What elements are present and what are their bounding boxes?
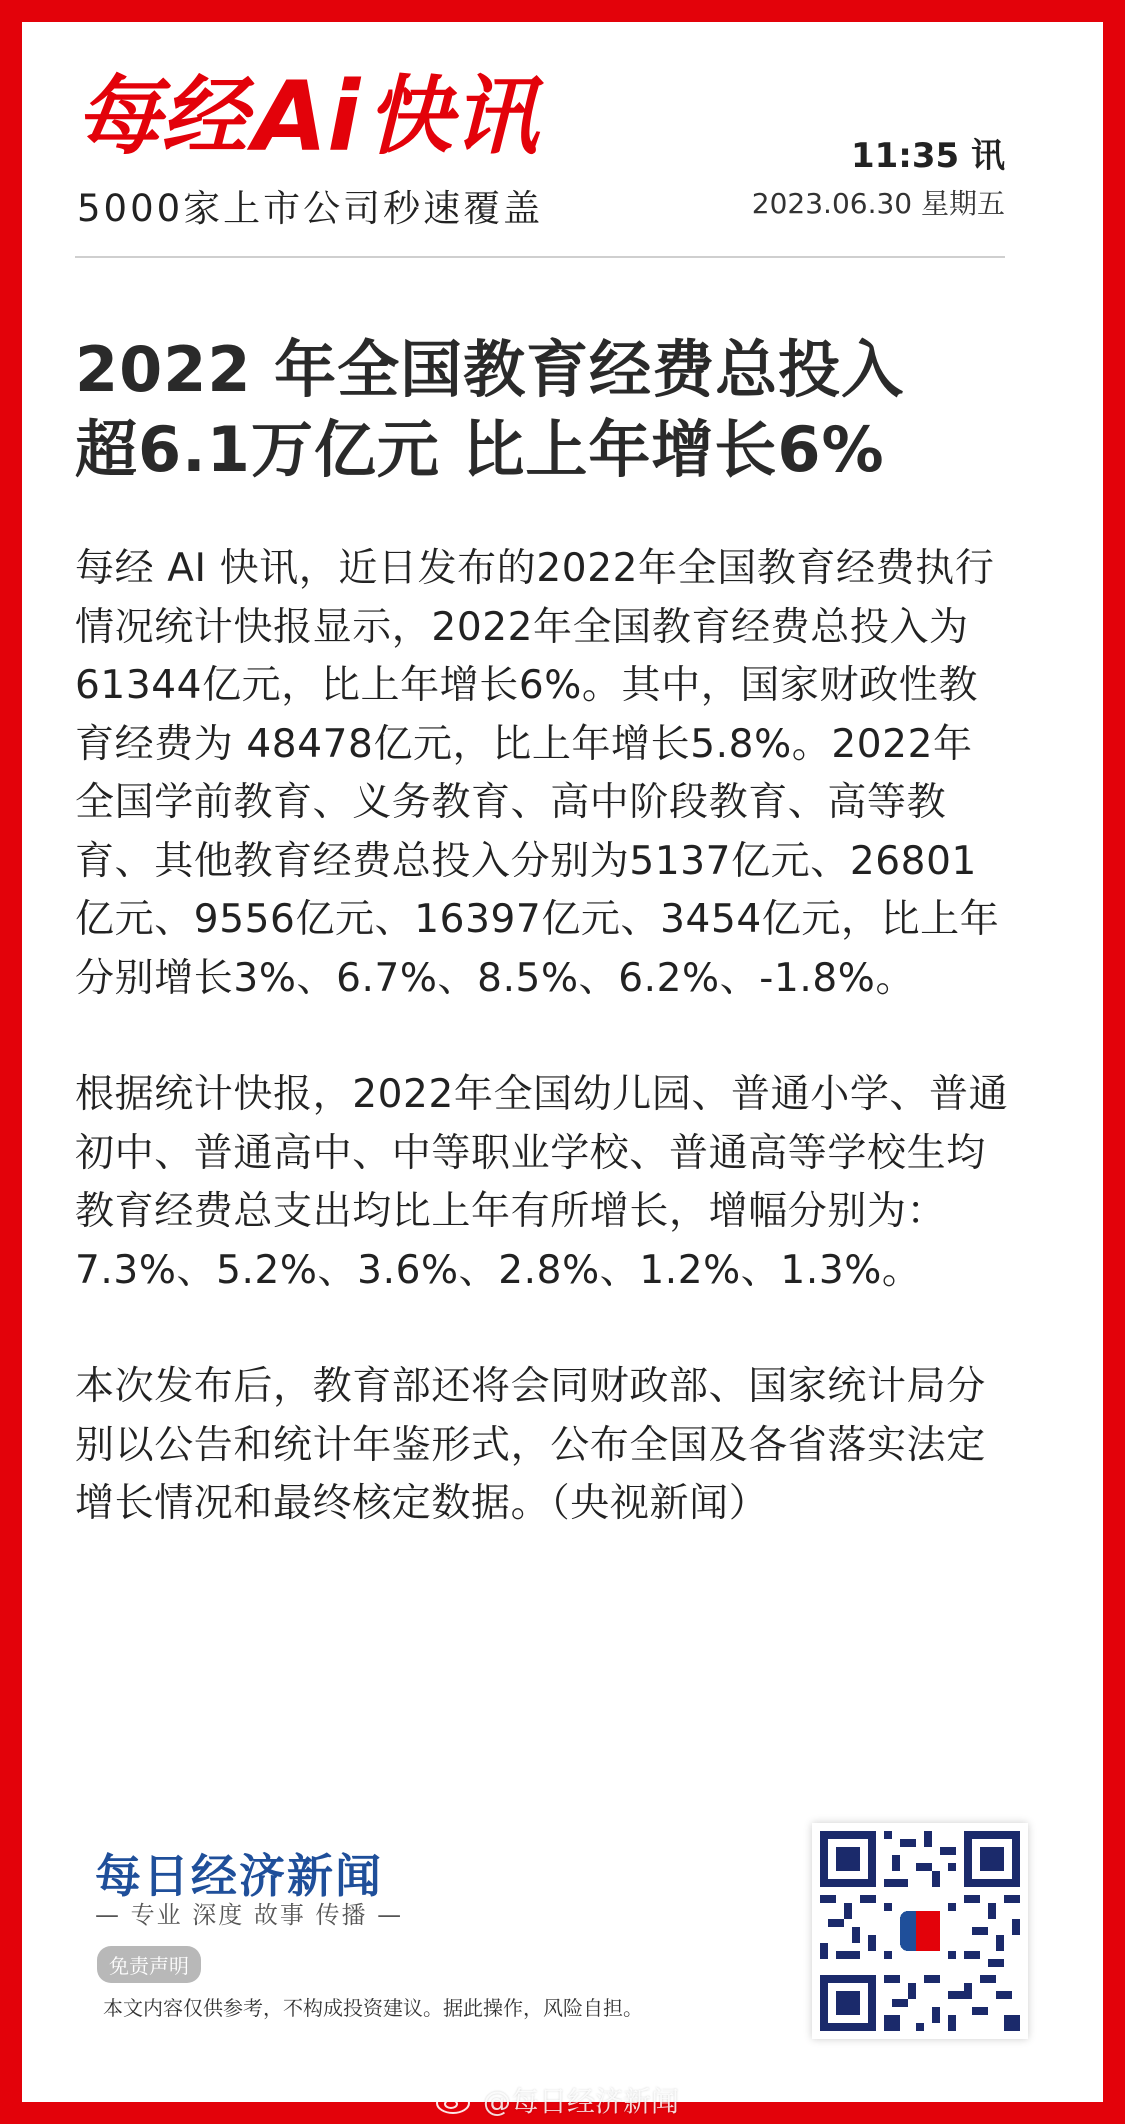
article-paragraph-2: 根据统计快报，2022年全国幼儿园、普通小学、普通初中、普通高中、中等职业学校、普通高等学校生均教育经费总支出均比上年有所增长，增幅分别为：7.3%、5.2%、3.6%、2.8%、1.2%、1.3%。	[75, 1072, 1009, 1293]
disclaimer-text: 本文内容仅供参考，不构成投资建议。据此操作，风险自担。	[103, 1996, 643, 2020]
publish-time: 11:35 讯	[850, 136, 1005, 176]
weibo-watermark	[435, 2080, 679, 2120]
article-paragraph-1: 每经 AI 快讯，近日发布的2022年全国教育经费执行情况统计快报显示，2022年全国教育经费总投入为61344亿元，比上年增长6%。其中，国家财政性教育经费为 48478亿元，比上年增长5.8%。2022年全国学前教育、义务教育、高中阶段教育、高等教育、其他教育经费总投入分别为5137亿元、26801亿元、9556亿元、16397亿元、3454亿元，比上年分别增长3%、6.7%、8.5%、6.2%、-1.8%。	[75, 546, 1000, 1001]
logo-ai: Ai	[253, 61, 361, 173]
qr-code-icon	[812, 1823, 1028, 2039]
headline-line-1: 2022 年全国教育经费总投入	[75, 333, 905, 406]
brand-logo	[75, 62, 538, 172]
header	[75, 62, 1005, 252]
weibo-icon	[435, 2085, 475, 2115]
disclaimer-badge: 免责声明	[97, 1946, 201, 1983]
logo-prefix: 每经	[75, 67, 247, 167]
headline-line-2: 超6.1万亿元 比上年增长6%	[75, 413, 885, 486]
footer-brand: 每日经济新闻	[95, 1849, 383, 1903]
header-divider	[75, 256, 1005, 258]
slogan: 5000家上市公司秒速覆盖	[77, 187, 544, 230]
logo-suffix: 快讯	[366, 67, 539, 167]
footer-tagline: — 专业 深度 故事 传播 —	[95, 1901, 404, 1929]
headline	[75, 330, 1015, 490]
publish-date: 2023.06.30 星期五	[751, 187, 1005, 220]
watermark-text: @每日经济新闻	[483, 2085, 680, 2118]
article-body	[75, 540, 1010, 1592]
article-paragraph-3: 本次发布后，教育部还将会同财政部、国家统计局分别以公告和统计年鉴形式，公布全国及各省落实法定增长情况和最终核定数据。（央视新闻）	[75, 1364, 986, 1526]
